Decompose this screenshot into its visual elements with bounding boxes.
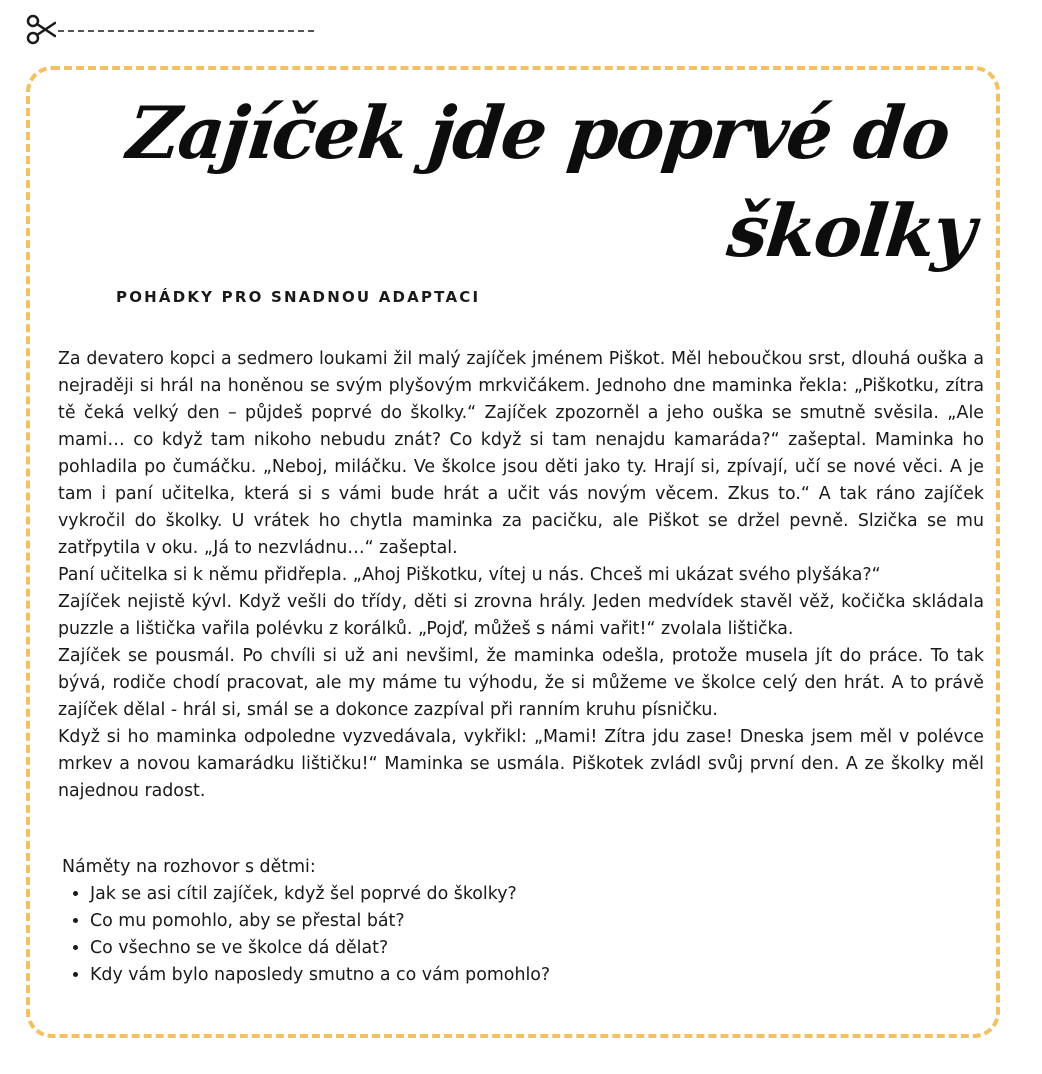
story-paragraph: Zajíček nejistě kývl. Když vešli do třídy, děti si zrovna hrály. Jeden medvídek stavěl věž, kočička skládala puzzle a lištička vařila polévku z korálků. „Pojď, můžeš s námi vařit!“ zvolala lištička.	[58, 592, 984, 639]
story-paragraph: Za devatero kopci a sedmero loukami žil malý zajíček jménem Piškot. Měl heboučkou srst, dlouhá ouška a nejraději si hrál na honěnou se svým plyšovým mrkvičákem. Jednoho dne maminka řekla: „Piškotku, zítra tě čeká velký den – půjdeš poprvé do školky.“ Zajíček zpozorněl a jeho ouška se smutně svěsila. „Ale mami… co když tam nikoho nebudu znát? Co když si tam nenajdu kamaráda?“ zašeptal. Maminka ho pohladila po čumáčku. „Neboj, miláčku. Ve školce jsou děti jako ty. Hrají si, zpívají, učí se nové věci. A je tam i paní učitelka, která si s vámi bude hrát a učit vás novým věcem. Zkus to.“ A tak ráno zajíček vykročil do školky. U vrátek ho chytla maminka za pacičku, ale Piškot se držel pevně. Slzička se mu zatřpytila v oku. „Já to nezvládnu…“ zašeptal.	[58, 349, 984, 558]
story-text	[58, 346, 984, 805]
story-paragraph: Když si ho maminka odpoledne vyzvedávala, vykřikl: „Mami! Zítra jdu zase! Dneska jsem měl v polévce mrkev a novou kamarádku lištičku!“ Maminka se usmála. Piškotek zvládl svůj první den. A ze školky měl najednou radost.	[58, 727, 984, 801]
prompts-heading: Náměty na rozhovor s dětmi:	[62, 857, 316, 877]
prompt-item: • Co všechno se ve školce dá dělat?	[90, 935, 962, 962]
page-title-line1: Zajíček jde poprvé do	[123, 90, 953, 175]
story-paragraph: Paní učitelka si k němu přidřepla. „Ahoj Piškotku, vítej u nás. Chceš mi ukázat svého plyšáka?“	[58, 565, 881, 585]
scissors-icon	[26, 14, 56, 46]
story-paragraph: Zajíček se pousmál. Po chvíli si už ani nevšiml, že maminka odešla, protože musela jít do práce. To tak bývá, rodiče chodí pracovat, ale my máme tu výhodu, že si můžeme ve školce celý den hrát. A to právě zajíček dělal - hrál si, smál se a dokonce zazpíval při ranním kruhu písničku.	[58, 646, 984, 720]
page-title-line2: školky	[723, 188, 978, 273]
prompts-list	[62, 881, 962, 989]
prompt-item: • Kdy vám bylo naposledy smutno a co vám pomohlo?	[90, 962, 962, 989]
page-subtitle: POHÁDKY PRO SNADNOU ADAPTACI	[116, 288, 481, 306]
cut-dashes	[58, 30, 314, 32]
discussion-prompts	[62, 854, 962, 989]
cut-line	[26, 10, 296, 42]
prompt-item: • Co mu pomohlo, aby se přestal bát?	[90, 908, 962, 935]
prompt-item: • Jak se asi cítil zajíček, když šel poprvé do školky?	[90, 881, 962, 908]
